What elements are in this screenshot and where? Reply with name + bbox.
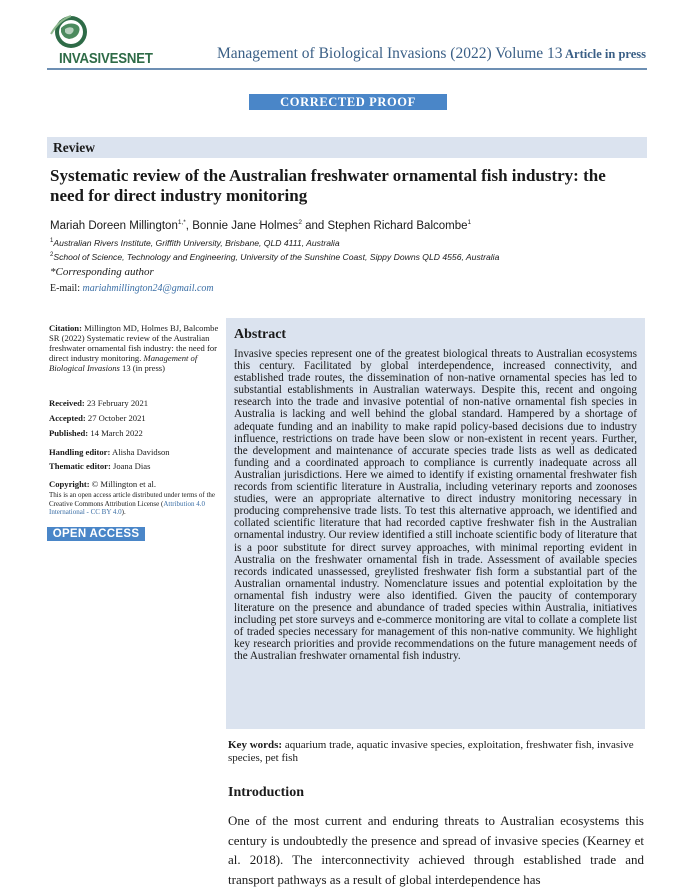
author-separator: , <box>185 219 193 232</box>
affiliation-1 <box>50 238 650 248</box>
logo-brand-text: INVASIVESNET <box>59 50 153 67</box>
copyright-value: © Millington et al. <box>91 479 157 489</box>
license-paren-close: ). <box>121 508 126 516</box>
header-divider <box>47 68 647 70</box>
handling-label: Handling editor: <box>49 447 111 457</box>
introduction-text: One of the most current and enduring threats to Australian ecosystems this century is undoubtedly the presence and spread of invasive species (Kearney et al. 2018). The interconnectivity achieved through established trade and transport pathways as a result of global interdependence has <box>228 813 644 887</box>
article-type: Review <box>53 140 95 155</box>
citation-volume: 13 (in press) <box>122 363 166 373</box>
introduction-heading: Introduction <box>228 785 304 800</box>
author-list <box>50 219 650 232</box>
keywords-text: aquarium trade, aquatic invasive species, exploitation, freshwater fish, invasive species, pet fish <box>228 739 634 764</box>
affiliation-sup: 2 <box>50 252 54 259</box>
affiliation-2 <box>50 252 650 262</box>
copyright-line <box>49 479 224 489</box>
thematic-value: Joana Dias <box>112 461 151 471</box>
published-date <box>49 428 224 438</box>
author-name: Mariah Doreen Millington <box>50 219 178 232</box>
journal-logo <box>49 14 159 67</box>
citation-text: Millington MD, Holmes BJ, Balcombe SR (2022) Systematic review of the Australian freshwater ornamental fish industry: the need for direct industry monitoring. <box>49 323 219 363</box>
license-link[interactable]: Attribution 4.0 International - CC BY 4.0 <box>49 499 205 516</box>
accepted-date <box>49 413 224 423</box>
affiliation-text: Australian Rivers Institute, Griffith University, Brisbane, QLD 4111, Australia <box>53 238 340 248</box>
accepted-label: Accepted: <box>49 413 86 423</box>
citation-block <box>49 323 224 373</box>
citation-label: Citation: <box>49 323 82 333</box>
handling-editor <box>49 447 224 457</box>
accepted-value: 27 October 2021 <box>87 413 146 423</box>
email-link[interactable]: mariahmillington24@gmail.com <box>82 283 214 294</box>
abstract-text: Invasive species represent one of the greatest biological threats to Australian ecosystems this century. Facilitated by global interdependence, increased connectivity, and established trade routes, the dissemination of non-native ornamental species has led to substantial establishments in Australian waterways. Despite this, recent and ongoing research into the trade and invasive potential of non-native ornamental fish species in Australia is lacking and well behind the global standard. Hampered by a shortage of adequate funding and an inability to make rapid policy-based decisions due to industry influence, restrictions on trade have been slow or non-existent in recent years. Further, the development and maintenance of accurate species trade lists as well as dedicated funding and a coordinated approach to compliance is currently inadequate across all Australian jurisdictions. Here we aimed to identify if existing ornamental freshwater fish records from scientific literature in Australia, including veterinary reports and zoonoses studies, were an appropriate alternative to direct industry monitoring necessary in producing comprehensive trade lists. To test this alternative approach, we identified and collated scientific literature that had recorded captive freshwater fish in the Australian ornamental industry. Our review identified a still inchoate scientific body of literature that is a poor substitute for direct survey approaches, with minimal reporting evident in Australia on the freshwater ornamental fish in trade. Assessment of available species records indicated unassessed, greylisted freshwater fish form a substantial part of the Australian ornamental industry. Nomenclature issues and potential exploitation by the ornamental fish industry were also identified. Given the paucity of contemporary literature on the presence and abundance of traded species within Australia, initiatives including pet store surveys and e-commerce monitoring are vital to collate a complete list of traded species necessary for management of this non-native community. We highlight key research priorities and provide recommendations on the future management needs of the Australian freshwater ornamental fish industry. <box>234 348 637 663</box>
author-separator: and <box>301 219 328 232</box>
journal-title: Management of Biological Invasions (2022) Volume 13 <box>217 45 563 62</box>
keywords-label: Key words: <box>228 739 283 751</box>
thematic-editor <box>49 461 224 471</box>
received-label: Received: <box>49 398 85 408</box>
citation-journal: Management of Biological Invasions <box>49 353 198 373</box>
abstract-heading: Abstract <box>234 327 287 342</box>
copyright-label: Copyright: <box>49 479 90 489</box>
article-type-bar <box>47 137 647 158</box>
received-date <box>49 398 224 408</box>
author-name: Bonnie Jane Holmes <box>192 219 299 232</box>
author-name: Stephen Richard Balcombe <box>327 219 468 232</box>
affiliation-sup: 1 <box>50 238 54 245</box>
published-value: 14 March 2022 <box>90 428 143 438</box>
author-sup: 1,* <box>177 219 186 226</box>
corrected-proof-banner: CORRECTED PROOF <box>249 94 447 110</box>
affiliation-text: School of Science, Technology and Engineering, University of the Sunshine Coast, Sippy Downs QLD 4556, Australia <box>53 252 500 262</box>
article-status: Article in press <box>565 47 647 61</box>
handling-value: Alisha Davidson <box>112 447 170 457</box>
license-paren-open: ( <box>160 499 164 508</box>
published-label: Published: <box>49 428 89 438</box>
license-text <box>49 491 221 517</box>
author-sup: 1 <box>467 219 472 226</box>
globe-logo-icon <box>49 14 139 54</box>
article-title: Systematic review of the Australian freshwater ornamental fish industry: the need for direct industry monitoring <box>50 166 606 205</box>
abstract-panel <box>226 318 645 729</box>
keywords <box>228 739 643 765</box>
received-value: 23 February 2021 <box>86 398 149 408</box>
license-body: This is an open access article distributed under terms of the Creative Commons Attribution License <box>49 491 216 508</box>
thematic-label: Thematic editor: <box>49 461 111 471</box>
email-label: E-mail: <box>50 283 80 294</box>
open-access-badge: OPEN ACCESS <box>47 527 145 541</box>
corresponding-author-note: *Corresponding author <box>50 266 154 278</box>
author-sup: 2 <box>298 219 302 226</box>
email-line <box>50 283 214 294</box>
